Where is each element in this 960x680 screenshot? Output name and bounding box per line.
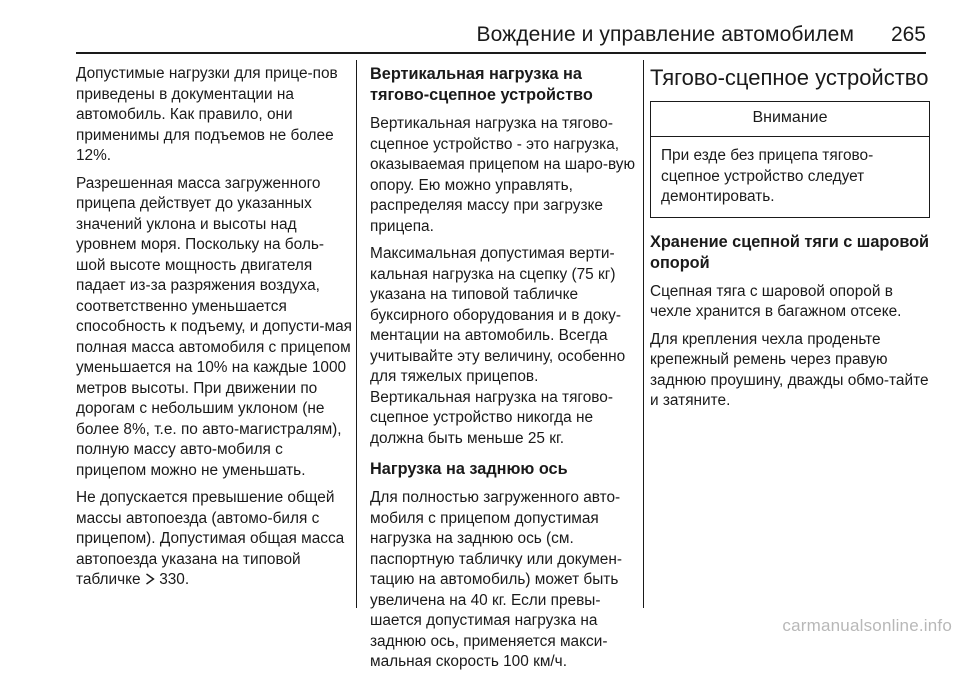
paragraph: Допустимые нагрузки для прице-пов приведены в документации на автомобиль. Как правило, они применимы для подъемов не более 12%. [76,65,338,164]
chapter-heading-towing-device: Тягово-сцепное устройство [650,65,929,90]
page-reference-arrow-icon[interactable] [145,573,155,585]
paragraph: Вертикальная нагрузка на тягово-сцепное устройство - это нагрузка, оказываемая прицепом на шаро-вую опору. Ею можно управлять, распределяя массу при загрузке прицепа. [370,115,636,235]
paragraph: Для полностью загруженного авто-мобиля с прицепом допустимая нагрузка на заднюю ось (см. паспортную табличку или докумен-тацию на автомобиль) может быть увеличена на 40 кг. Если превы-шается допустимая нагрузка на заднюю ось, применяется макси-мальная скорость 100 км/ч. [370,489,622,670]
paragraph: Разрешенная масса загруженного прицепа действует до указанных значений уклона и высоты над уровнем моря. Поскольку на боль-шой высоте мощность двигателя падает из-за разряжения воздуха, соответственно уменьшается способность к подъему, и допусти-мая полная масса автомобиля с прицепом уменьшается на 10% на каждые 1000 метров высоты. При движении по дорогам с небольшим уклоном (не более 8%, т.е. по авто-магистралям), полную массу авто-мобиля с прицепом можно не уменьшать. [76,174,352,479]
warning-box [650,101,930,218]
column-1 [76,64,352,598]
watermark: carmanualsonline.info [782,616,952,635]
column-3 [650,64,930,419]
paragraph: Максимальная допустимая верти-кальная нагрузка на сцепку (75 кг) указана на типовой табличке буксирного оборудования и в доку-ментации на автомобиль. Всегда учитывайте эту величину, особенно для тяжелых прицепов. Вертикальная нагрузка на тягово-сцепное устройство никогда не должна быть меньше 25 кг. [370,245,626,447]
paragraph-text: Не допускается превышение общей массы автопоезда (автомо-биля с прицепом). Допустимая общая масса автопоезда указана на типовой табличке [76,489,345,588]
warning-title: Внимание [651,102,929,137]
page-number: 265 [890,23,926,46]
section-heading-storage: Хранение сцепной тяги с шаровой опорой [650,232,930,272]
column-divider-left [356,60,357,608]
section-heading-vertical-load: Вертикальная нагрузка на тягово-сцепное устройство [370,65,593,104]
page-reference-link[interactable]: 330. [159,571,190,588]
column-divider-right [643,60,644,608]
paragraph-with-reference [76,488,352,591]
section-heading-rear-axle-load: Нагрузка на заднюю ось [370,460,568,478]
page-title: Вождение и управление автомобилем [476,23,854,46]
warning-text: При езде без прицепа тягово-сцепное устройство следует демонтировать. [661,147,874,205]
paragraph: Для крепления чехла проденьте крепежный ремень через правую заднюю проушину, дважды обмо-тайте и затяните. [650,330,929,409]
paragraph: Сцепная тяга с шаровой опорой в чехле хранится в багажном отсеке. [650,282,902,320]
page-header [0,0,960,58]
header-divider [76,52,926,54]
column-2 [370,64,636,680]
